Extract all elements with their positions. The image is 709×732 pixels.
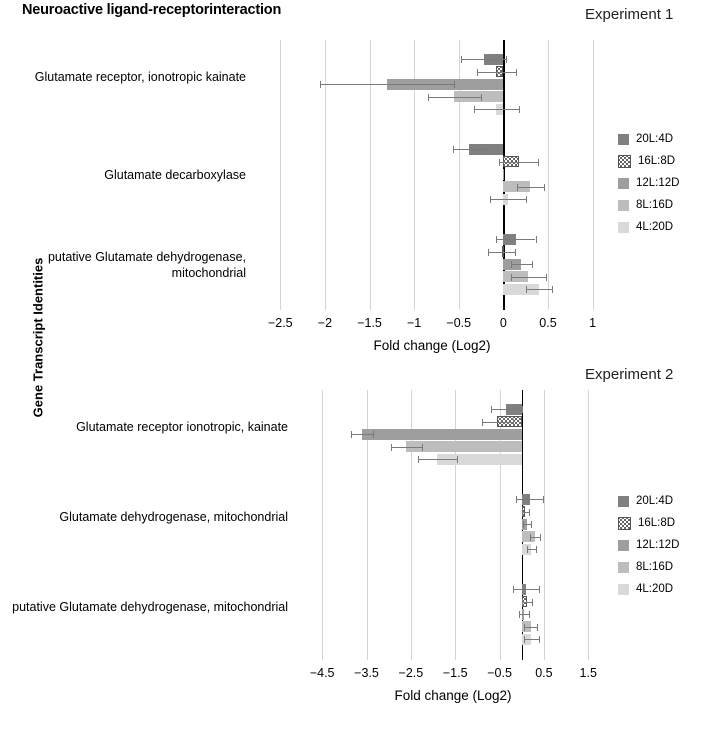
error-bar-cap bbox=[529, 509, 530, 516]
y-axis-title: Gene Transcript Identities bbox=[30, 257, 46, 418]
category-label: Glutamate receptor, ionotropic kainate bbox=[34, 70, 246, 84]
error-bar-cap bbox=[526, 286, 527, 293]
error-bar bbox=[513, 589, 540, 590]
category-label: Glutamate receptor ionotropic, kainate bbox=[76, 420, 288, 434]
x-axis-tick-label: −2.5 bbox=[267, 316, 293, 330]
legend-item bbox=[618, 490, 679, 512]
error-bar-cap bbox=[524, 636, 525, 643]
x-axis-tick-label: −2.5 bbox=[398, 666, 424, 680]
error-bar bbox=[488, 252, 515, 253]
error-bar-cap bbox=[418, 456, 419, 463]
x-axis-tick-label: −1 bbox=[407, 316, 422, 330]
legend-item bbox=[618, 216, 679, 238]
error-bar bbox=[516, 499, 543, 500]
error-bar bbox=[391, 447, 422, 448]
x-axis-tick-label: 0.5 bbox=[539, 316, 557, 330]
error-bar-cap bbox=[461, 56, 462, 63]
error-bar-cap bbox=[506, 56, 507, 63]
error-bar bbox=[320, 84, 454, 85]
error-bar-cap bbox=[517, 184, 518, 191]
error-bar bbox=[428, 97, 482, 98]
x-axis-title: Fold change (Log2) bbox=[394, 688, 512, 703]
gridline bbox=[593, 40, 594, 310]
error-bar bbox=[491, 409, 522, 410]
category-label: Glutamate decarboxylase bbox=[104, 168, 246, 182]
error-bar-cap bbox=[482, 419, 483, 426]
gridline bbox=[280, 40, 281, 310]
gridline bbox=[588, 390, 589, 660]
plot-area-1 bbox=[258, 40, 606, 310]
error-bar bbox=[524, 627, 537, 628]
error-bar bbox=[474, 109, 519, 110]
error-bar bbox=[496, 239, 535, 240]
legend-swatch bbox=[618, 222, 629, 233]
category-label: putative Glutamate dehydrogenase, mitochondrial bbox=[47, 250, 246, 280]
error-bar-cap bbox=[499, 159, 500, 166]
error-bar-cap bbox=[526, 196, 527, 203]
error-bar-cap bbox=[519, 611, 520, 618]
error-bar bbox=[351, 434, 373, 435]
error-bar-cap bbox=[552, 286, 553, 293]
error-bar bbox=[517, 187, 544, 188]
error-bar-cap bbox=[522, 599, 523, 606]
error-bar bbox=[526, 289, 553, 290]
error-bar-cap bbox=[516, 69, 517, 76]
legend-label: 4L:20D bbox=[636, 583, 674, 595]
legend-item bbox=[618, 172, 679, 194]
error-bar bbox=[522, 512, 529, 513]
error-bar-cap bbox=[488, 249, 489, 256]
x-axis-tick-label: 1 bbox=[589, 316, 597, 330]
error-bar bbox=[453, 149, 485, 150]
gridline bbox=[544, 390, 545, 660]
error-bar bbox=[499, 162, 538, 163]
error-bar-cap bbox=[536, 546, 537, 553]
legend-swatch bbox=[618, 540, 629, 551]
legend bbox=[618, 128, 679, 238]
legend-label: 20L:4D bbox=[636, 133, 674, 145]
error-bar-cap bbox=[529, 611, 530, 618]
error-bar-cap bbox=[524, 624, 525, 631]
error-bar-cap bbox=[320, 81, 321, 88]
x-axis-title: Fold change (Log2) bbox=[373, 338, 491, 353]
gridline bbox=[370, 40, 371, 310]
error-bar bbox=[511, 264, 532, 265]
error-bar-cap bbox=[391, 444, 392, 451]
x-axis-tick-label: −1.5 bbox=[357, 316, 382, 330]
error-bar-cap bbox=[522, 406, 523, 413]
error-bar-cap bbox=[428, 94, 429, 101]
error-bar-cap bbox=[516, 496, 517, 503]
legend-label: 4L:20D bbox=[636, 221, 674, 233]
error-bar-cap bbox=[531, 521, 532, 528]
error-bar bbox=[511, 277, 547, 278]
plot-area-2 bbox=[300, 390, 606, 660]
legend-item bbox=[618, 556, 679, 578]
error-bar-cap bbox=[511, 274, 512, 281]
error-bar bbox=[418, 459, 458, 460]
experiment-2-label: Experiment 2 bbox=[585, 366, 674, 383]
category-label: Glutamate dehydrogenase, mitochondrial bbox=[59, 510, 288, 524]
error-bar-cap bbox=[544, 184, 545, 191]
legend-swatch bbox=[618, 496, 629, 507]
legend-label: 12L:12D bbox=[636, 539, 680, 551]
error-bar-cap bbox=[532, 599, 533, 606]
category-label: putative Glutamate dehydrogenase, mitochondrial bbox=[12, 600, 288, 614]
error-bar bbox=[519, 614, 530, 615]
bar bbox=[362, 429, 522, 440]
error-bar-cap bbox=[532, 261, 533, 268]
legend-item bbox=[618, 128, 679, 150]
error-bar-cap bbox=[543, 496, 544, 503]
bar bbox=[406, 441, 521, 452]
error-bar bbox=[530, 537, 541, 538]
legend-swatch bbox=[618, 584, 629, 595]
legend-label: 12L:12D bbox=[636, 177, 680, 189]
error-bar-cap bbox=[527, 546, 528, 553]
error-bar bbox=[482, 422, 513, 423]
legend-label: 8L:16D bbox=[636, 199, 674, 211]
error-bar-cap bbox=[511, 261, 512, 268]
x-axis-tick-label: −1.5 bbox=[442, 666, 468, 680]
error-bar-cap bbox=[523, 521, 524, 528]
legend-item bbox=[618, 578, 679, 600]
legend-item bbox=[618, 534, 679, 556]
error-bar-cap bbox=[540, 534, 541, 541]
error-bar-cap bbox=[486, 146, 487, 153]
error-bar-cap bbox=[454, 81, 455, 88]
legend-label: 16L:8D bbox=[638, 155, 676, 167]
legend-swatch bbox=[618, 134, 629, 145]
error-bar-cap bbox=[538, 159, 539, 166]
error-bar-cap bbox=[373, 431, 374, 438]
error-bar-cap bbox=[536, 236, 537, 243]
error-bar bbox=[523, 524, 532, 525]
error-bar-cap bbox=[546, 274, 547, 281]
x-axis-tick-label: −0.5 bbox=[487, 666, 512, 680]
legend-label: 8L:16D bbox=[636, 561, 674, 573]
error-bar-cap bbox=[539, 586, 540, 593]
error-bar-cap bbox=[522, 509, 523, 516]
error-bar-cap bbox=[515, 249, 516, 256]
legend-swatch bbox=[618, 155, 631, 168]
x-axis-tick-label: −3.5 bbox=[354, 666, 379, 680]
error-bar-cap bbox=[513, 419, 514, 426]
error-bar-cap bbox=[457, 456, 458, 463]
x-axis-tick-label: −0.5 bbox=[446, 316, 472, 330]
legend-swatch bbox=[618, 517, 631, 530]
error-bar-cap bbox=[477, 69, 478, 76]
error-bar bbox=[461, 59, 506, 60]
chart-panel-experiment-2 bbox=[0, 360, 709, 732]
page-title: Neuroactive ligand-receptorinteraction bbox=[22, 2, 282, 18]
error-bar-cap bbox=[490, 196, 491, 203]
chart-panel-experiment-1 bbox=[0, 0, 709, 360]
x-axis-tick-label: 0 bbox=[499, 316, 507, 330]
error-bar-cap bbox=[474, 106, 475, 113]
legend-item bbox=[618, 150, 679, 172]
error-bar bbox=[524, 639, 540, 640]
x-axis-tick-label: −4.5 bbox=[309, 666, 335, 680]
error-bar bbox=[490, 199, 526, 200]
error-bar bbox=[477, 72, 516, 73]
error-bar-cap bbox=[530, 534, 531, 541]
legend-swatch bbox=[618, 200, 629, 211]
error-bar-cap bbox=[539, 636, 540, 643]
gridline bbox=[322, 390, 323, 660]
error-bar-cap bbox=[351, 431, 352, 438]
legend-label: 20L:4D bbox=[636, 495, 674, 507]
error-bar-cap bbox=[422, 444, 423, 451]
gridline bbox=[548, 40, 549, 310]
x-axis-tick-label: 1.5 bbox=[579, 666, 597, 680]
bar bbox=[503, 169, 504, 180]
legend bbox=[618, 490, 679, 600]
error-bar-cap bbox=[519, 106, 520, 113]
error-bar-cap bbox=[453, 146, 454, 153]
error-bar-cap bbox=[491, 406, 492, 413]
legend-item bbox=[618, 512, 679, 534]
error-bar-cap bbox=[496, 236, 497, 243]
x-axis-tick-label: 0.5 bbox=[535, 666, 553, 680]
error-bar bbox=[527, 549, 536, 550]
experiment-1-label: Experiment 1 bbox=[585, 6, 674, 23]
error-bar bbox=[522, 602, 533, 603]
legend-label: 16L:8D bbox=[638, 517, 676, 529]
error-bar-cap bbox=[481, 94, 482, 101]
x-axis-tick-label: −2 bbox=[317, 316, 333, 330]
gridline bbox=[325, 40, 326, 310]
legend-swatch bbox=[618, 562, 629, 573]
error-bar-cap bbox=[537, 624, 538, 631]
legend-item bbox=[618, 194, 679, 216]
error-bar-cap bbox=[513, 586, 514, 593]
legend-swatch bbox=[618, 178, 629, 189]
